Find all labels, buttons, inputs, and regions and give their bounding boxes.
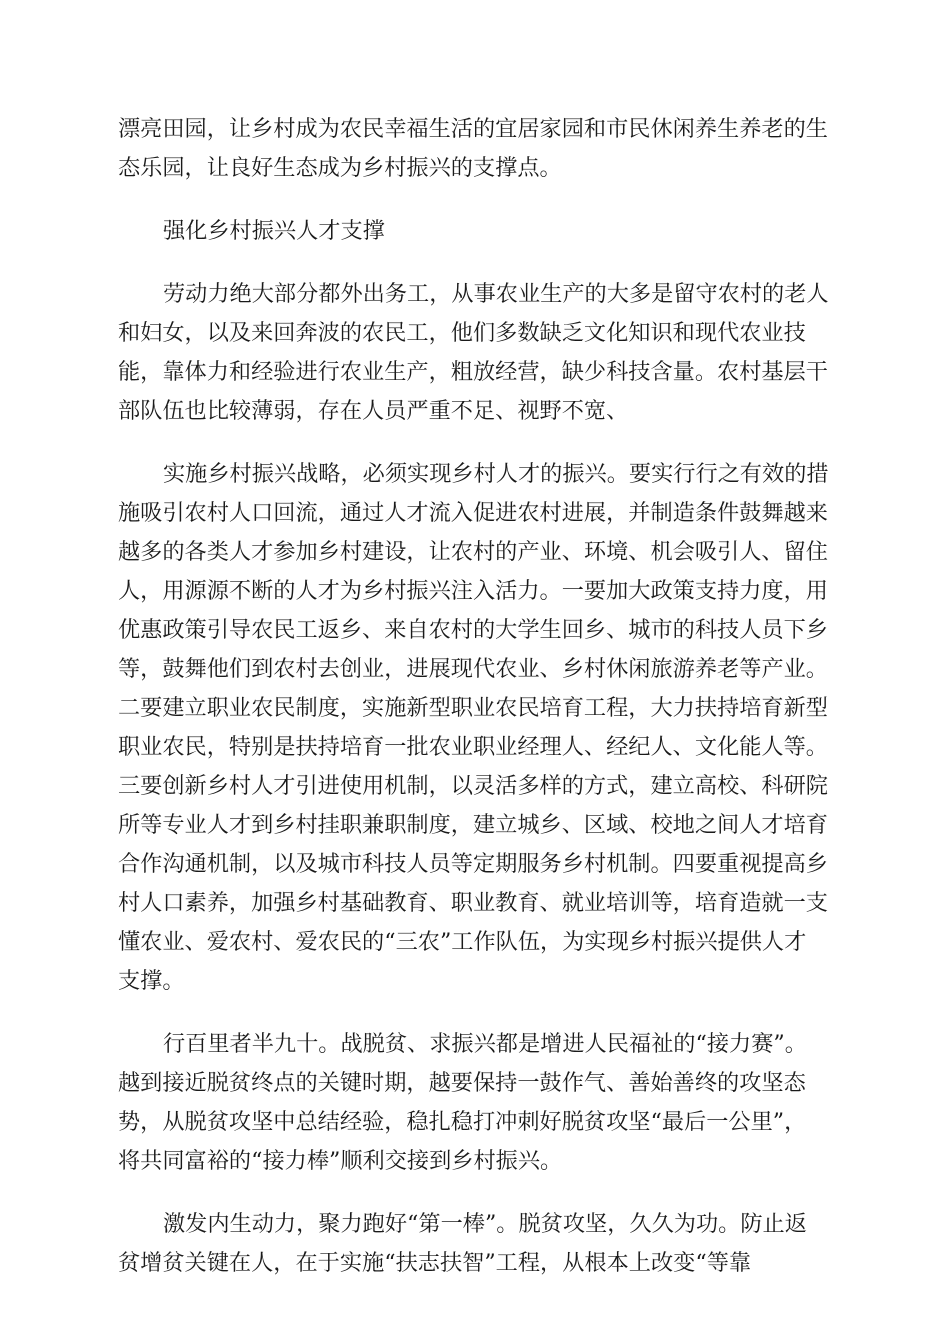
- text-line: 所等专业人才到乡村挂职兼职制度，建立城乡、区域、校地之间人才培育: [118, 812, 828, 838]
- para-labor-situation: [118, 275, 840, 431]
- text-line: 支撑。: [118, 968, 185, 994]
- text-line: 职业农民，特别是扶持培育一批农业职业经理人、经纪人、文化能人等。: [118, 734, 828, 760]
- text-line: 激发内生动力，聚力跑好“第一棒”。脱贫攻坚，久久为功。防止返: [163, 1211, 807, 1237]
- text-line: 施吸引农村人口回流，通过人才流入促进农村进展，并制造条件鼓舞越来: [118, 500, 828, 526]
- text-line: 人，用源源不断的人才为乡村振兴注入活力。一要加大政策支持力度，用: [118, 578, 828, 604]
- text-line: 合作沟通机制，以及城市科技人员等定期服务乡村机制。四要重视提高乡: [118, 851, 828, 877]
- text-line: 将共同富裕的“接力棒”顺利交接到乡村振兴。: [118, 1148, 563, 1174]
- text-line: 三要创新乡村人才引进使用机制，以灵活多样的方式，建立高校、科研院: [118, 773, 828, 799]
- document-body: [118, 110, 840, 1283]
- text-line: 和妇女，以及来回奔波的农民工，他们多数缺乏文化知识和现代农业技: [118, 320, 806, 346]
- text-line: 村人口素养，加强乡村基础教育、职业教育、就业培训等，培育造就一支: [118, 890, 828, 916]
- para-talent-strategy: [118, 455, 840, 1001]
- text-line: 等，鼓舞他们到农村去创业，进展现代农业、乡村休闲旅游养老等产业。: [118, 656, 828, 682]
- text-line: 行百里者半九十。战脱贫、求振兴都是增进人民福祉的“接力赛”。: [163, 1031, 807, 1057]
- text-line: 懂农业、爱农村、爱农民的“三农”工作队伍，为实现乡村振兴提供人才: [118, 929, 807, 955]
- section-heading-talent: [118, 212, 840, 251]
- text-line: 越到接近脱贫终点的关键时期，越要保持一鼓作气、善始善终的攻坚态: [118, 1070, 806, 1096]
- para-internal-motivation: [118, 1205, 840, 1283]
- text-line: 能，靠体力和经验进行农业生产，粗放经营，缺少科技含量。农村基层干: [118, 359, 828, 385]
- section-heading: 强化乡村振兴人才支撑: [163, 218, 385, 244]
- text-line: 实施乡村振兴战略，必须实现乡村人才的振兴。要实行行之有效的措: [163, 461, 829, 487]
- para-ecology-ending: [118, 110, 840, 188]
- text-line: 二要建立职业农民制度，实施新型职业农民培育工程，大力扶持培育新型: [118, 695, 828, 721]
- text-line: 贫增贫关键在人，在于实施“扶志扶智”工程，从根本上改变“等靠: [118, 1250, 752, 1276]
- text-line: 势，从脱贫攻坚中总结经验，稳扎稳打冲刺好脱贫攻坚“最后一公里”，: [118, 1109, 807, 1135]
- text-line: 态乐园，让良好生态成为乡村振兴的支撑点。: [118, 155, 562, 181]
- text-line: 部队伍也比较薄弱，存在人员严重不足、视野不宽、: [118, 398, 629, 424]
- text-line: 越多的各类人才参加乡村建设，让农村的产业、环境、机会吸引人、留住: [118, 539, 828, 565]
- text-line: 劳动力绝大部分都外出务工，从事农业生产的大多是留守农村的老人: [163, 281, 829, 307]
- text-line: 漂亮田园，让乡村成为农民幸福生活的宜居家园和市民休闲养生养老的生: [118, 116, 828, 142]
- para-relay-race: [118, 1025, 840, 1181]
- text-line: 优惠政策引导农民工返乡、来自农村的大学生回乡、城市的科技人员下乡: [118, 617, 828, 643]
